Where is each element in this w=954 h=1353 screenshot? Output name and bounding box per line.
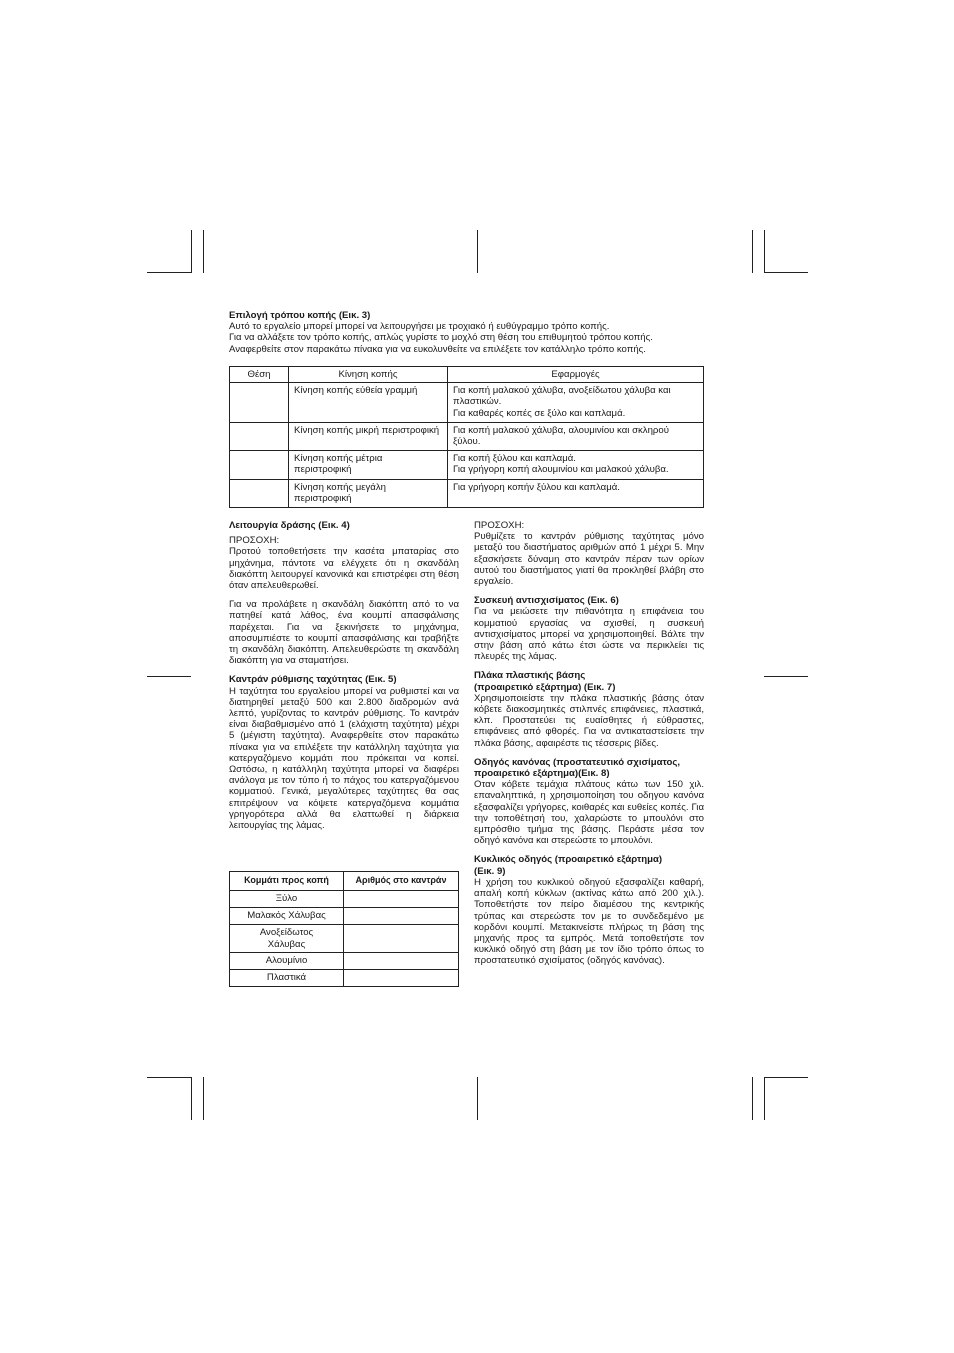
- speed-table: [229, 871, 459, 987]
- caution-label: ΠΡΟΣΟΧΗ:: [474, 520, 525, 531]
- table-row: [230, 383, 704, 423]
- caution-text: Προτού τοποθετήσετε την κασέτα μπαταρίας στο μηχάνημα, πάντοτε να ελέγχετε ότι η σκανδάλη διακόπτη λειτουργεί κανονικά και επιστρέφει στη θέση όταν απελευθερωθεί.: [229, 546, 459, 592]
- table-row: [230, 953, 459, 970]
- cutting-mode-line-2: Για να αλλάξετε τον τρόπο κοπής, απλώς γυρίστε το μοχλό στη θέση του επιθυμητού τρόπου κοπής.: [229, 332, 653, 344]
- position-cell: [230, 422, 289, 450]
- circular-guide-subtitle: (Εικ. 9): [474, 865, 506, 877]
- material-cell: Αλουμίνιο: [230, 953, 344, 970]
- column-header-dial-number: Αριθμός στο καντράν: [344, 872, 459, 891]
- application-cell: Για γρήγορη κοπήν ξύλου και καπλαμά.: [448, 479, 704, 507]
- motion-cell: Κίνηση κοπής μεγάλη περιστροφική: [289, 479, 448, 507]
- lock-off-text: Για να προλάβετε η σκανδάλη διακόπτη από το να πατηθεί κατά λάθος, ένα κουμπί απασφάλισης παρέχεται. Για να ξεκινήσετε το μηχάνημα, αποσυμπιέστε το κουμπί απασφάλισης και τραβήξτε τη σκανδάλη διακόπτη. Απελευθερώστε τη σκανδάλη διακόπτη για να σταματήσει.: [229, 599, 459, 667]
- material-cell: Μαλακός Χάλυβας: [230, 908, 344, 925]
- rip-fence-text: Οταν κόβετε τεμάχια πλάτους κάτω των 150 χιλ. επαναληπτικά, η χρησιμοποίηση του οδηγου κανόνα εξασφαλίζει γρήγορες, κοιθαρές και ευθείες κοπές. Για την τοποθέτησή του, χαλαρώστε το μπουλόνι στο εμπρόσθιο τμήμα της βάσης. Περάστε μέσα τον οδηγό κανόνα και στερεώστε το μπουλόνι.: [474, 779, 704, 847]
- table-row: [230, 451, 704, 479]
- dial-number-cell: [344, 908, 459, 925]
- position-cell: [230, 479, 289, 507]
- anti-splinter-text: Για να μειώσετε την πιθανότητα η επιφάνεια του κομματιού εργασίας να σχισθεί, η συσκευή αντισχισίματος μπορεί να χρησιμοποιηθεί. Βάλτε την στην βάση από κάτω έτσι ώστε να περικλείει τις πλευρές της λάμας.: [474, 606, 704, 663]
- cutting-mode-section: [229, 310, 709, 355]
- circular-guide-title: Κυκλικός οδηγός (προαιρετικό εξάρτημα): [474, 854, 663, 866]
- dial-number-cell: [344, 925, 459, 953]
- material-cell: Ανοξείδωτος Χάλυβας: [230, 925, 344, 953]
- right-column: [474, 520, 704, 967]
- dial-number-cell: [344, 953, 459, 970]
- motion-cell: Κίνηση κοπής μέτρια περιστροφική: [289, 451, 448, 479]
- switch-action-title: Λειτουργία δράσης (Εικ. 4): [229, 520, 350, 531]
- column-header-motion: Κίνηση κοπής: [289, 367, 448, 383]
- caution-label: ΠΡΟΣΟΧΗ:: [229, 535, 280, 547]
- cutting-mode-line-3: Αναφερθείτε στον παρακάτω πίνακα για να ευκολυνθείτε να επιλέξετε τον κατάλληλο τρόπο κοπής.: [229, 343, 646, 355]
- motion-cell: Κίνηση κοπής μικρή περιστροφική: [289, 422, 448, 450]
- position-cell: [230, 383, 289, 423]
- base-plate-subtitle: (προαιρετικό εξάρτημα) (Εικ. 7): [474, 681, 616, 693]
- dial-number-cell: [344, 891, 459, 908]
- motion-cell: Κίνηση κοπής εύθεία γραμμή: [289, 383, 448, 423]
- table-row: [230, 925, 459, 953]
- left-column: [229, 520, 459, 831]
- position-cell: [230, 451, 289, 479]
- column-header-position: Θέση: [230, 367, 289, 383]
- cutting-mode-table: [229, 366, 704, 508]
- material-cell: Πλαστικά: [230, 970, 344, 987]
- table-row: [230, 479, 704, 507]
- base-plate-title: Πλάκα πλαστικής βάσης: [474, 670, 586, 682]
- anti-splinter-title: Συσκευή αντισχισίματος (Εικ. 6): [474, 595, 619, 607]
- application-cell: Για κοπή μαλακού χάλυβα, αλουμινίου και σκληρού ξύλου.: [448, 422, 704, 450]
- application-cell: Για κοπή μαλακού χάλυβα, ανοξείδωτου χάλυβα και πλαστικών. Για καθαρές κοπές σε ξύλο και καπλαμά.: [448, 383, 704, 423]
- rip-fence-title: Οδηγός κανόνας (προστατευτικό σχισίματος,: [474, 756, 681, 768]
- application-cell: Για κοπή ξύλου και καπλαμά. Για γρήγορη κοπή αλουμινίου και μαλακού χάλυβα.: [448, 451, 704, 479]
- speed-dial-text: Η ταχύτητα του εργαλείου μπορεί να ρυθμιστεί και να διατηρηθεί μεταξύ 500 και 2.800 διαδρομών ανά λεπτό, γυρίζοντας το καντράν ρύθμισης. Το καντράν είναι διαβαθμισμένο από 1 (ελάχιστη ταχύτητα) μέχρι 5 (μέγιστη ταχύτητα). Αναφερθείτε στον παρακάτω πίνακα για να επιλέξετε την κατάλληλη ταχύτητα για κατεργαζόμενο κομμάτι που πρόκειται να κοπεί. Ωστόσω, η κατάλληλη ταχύτητα μπορεί να διαφέρει ανάλογα με τον τύπο ή το πάχος του κατεργαζόμενου κομματιού. Γενικά, μεγαλύτερες ταχύτητες θα σας επιτρέψουν να κόψετε κατεργαζόμενα κομμάτια γρηγορότερα αλλά θα ελαττωθεί η διάρκεια λειτουργίας της λάμας.: [229, 685, 459, 832]
- column-header-material: Κομμάτι προς κοπή: [230, 872, 344, 891]
- column-header-application: Εφαρμογές: [448, 367, 704, 383]
- caution-text: Ρυθμίζετε το καντράν ρύθμισης ταχύτητας μόνο μεταξύ του διαστήματος αριθμών από 1 μέχρι 5. Μην εξασκήσετε δύναμη στο καντράν πέραν των ορίων αυτού του διαστήματος γιατί θα προκληθεί βλάβη στο εργαλείο.: [474, 531, 704, 588]
- speed-dial-title: Καντράν ρύθμισης ταχύτητας (Εικ. 5): [229, 674, 397, 686]
- table-row: [230, 422, 704, 450]
- table-header-row: [230, 367, 704, 383]
- cutting-mode-line-1: Αυτό το εργαλείο μπορεί μπορεί να λειτουργήσει με τροχιακό ή ευθύγραμμο τρόπο κοπής.: [229, 321, 610, 333]
- base-plate-text: Χρησιμοποιείστε την πλάκα πλαστικής βάσης όταν κόβετε διακοσμητικές στιλπνές επιφάνειες, πλαστικά, κλπ. Προστατεύει τις ευαίσθητες ή εύθραστες, επιφάνειες από φθορές. Για να αντικαταστείσετε την πλάκα βάσης, αφαιρέστε τις τέσσερις βίδες.: [474, 692, 704, 749]
- material-cell: Ξύλο: [230, 891, 344, 908]
- cutting-mode-title: Επιλογή τρόπου κοπής (Εικ. 3): [229, 310, 371, 321]
- table-row: [230, 908, 459, 925]
- circular-guide-text: Η χρήση του κυκλικού οδηγού εξασφαλίζει καθαρή, απαλή κοπή κύκλων (ακτίνας κάτω από 200 χιλ.). Τοποθετήστε τον πείρο διαμέσου της κεντρικής τρύπας και στερεώστε τον με το συνδεδεμένο με κορδόνι κουμπί. Μετακινείστε πλήρως τη βάση της μηχανής προς τα εμπρός. Μετά τοποθετήστε τον κυκλικό οδηγό στη βάση με τον ίδιο τρόπο όπως το προστατευτικό σχισίματος (οδηγός κανόνας).: [474, 876, 704, 967]
- dial-number-cell: [344, 970, 459, 987]
- table-row: [230, 891, 459, 908]
- rip-fence-subtitle: προαιρετικό εξάρτημα)(Εικ. 8): [474, 768, 610, 780]
- table-row: [230, 970, 459, 987]
- table-header-row: [230, 872, 459, 891]
